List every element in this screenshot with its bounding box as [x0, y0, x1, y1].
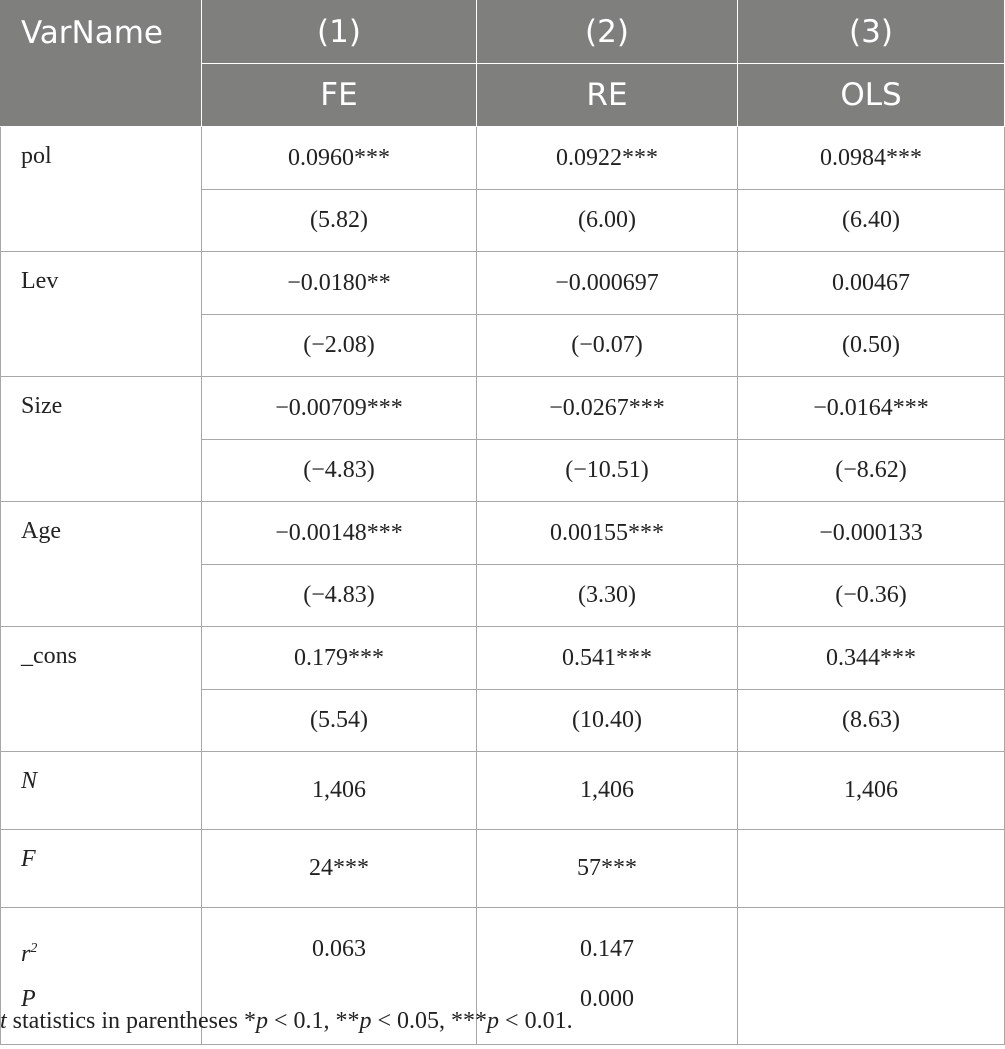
- table-row: [1, 252, 1005, 315]
- table-row: [1, 377, 1005, 440]
- row-label-pol: pol: [1, 127, 202, 252]
- coef-cell: −0.0180**: [202, 252, 477, 315]
- stat-cell: 1,406: [477, 752, 738, 830]
- tstat-cell: (−4.83): [202, 565, 477, 627]
- table-row-n: [1, 752, 1005, 830]
- coef-cell: −0.00709***: [202, 377, 477, 440]
- table-row: [1, 627, 1005, 690]
- table-row: [1, 127, 1005, 190]
- r2-value: 0.147: [580, 936, 634, 962]
- coef-cell: 0.344***: [738, 627, 1005, 690]
- r2-value: [738, 924, 1004, 974]
- row-label-n: N: [1, 752, 202, 830]
- tstat-cell: (8.63): [738, 690, 1005, 752]
- p-value: [738, 974, 1004, 1024]
- coef-cell: 0.0984***: [738, 127, 1005, 190]
- table-footnote: t statistics in parentheses *p < 0.1, **p < 0.05, ***p < 0.01.: [0, 1008, 573, 1034]
- table-row: [1, 502, 1005, 565]
- tstat-cell: (−10.51): [477, 440, 738, 502]
- row-label-cons: _cons: [1, 627, 202, 752]
- coef-cell: 0.179***: [202, 627, 477, 690]
- coef-cell: 0.541***: [477, 627, 738, 690]
- stat-cell: 1,406: [202, 752, 477, 830]
- tstat-cell: (−0.36): [738, 565, 1005, 627]
- row-label-age: Age: [1, 502, 202, 627]
- coef-cell: −0.000133: [738, 502, 1005, 565]
- tstat-cell: (−2.08): [202, 315, 477, 377]
- tstat-cell: (5.82): [202, 190, 477, 252]
- tstat-cell: (−0.07): [477, 315, 738, 377]
- header-col3-num: (3): [738, 1, 1005, 64]
- coef-cell: 0.0922***: [477, 127, 738, 190]
- stat-cell: 57***: [477, 830, 738, 908]
- tstat-cell: (0.50): [738, 315, 1005, 377]
- coef-cell: 0.00467: [738, 252, 1005, 315]
- coef-cell: −0.0267***: [477, 377, 738, 440]
- stat-cell: 1,406: [738, 752, 1005, 830]
- tstat-cell: (−8.62): [738, 440, 1005, 502]
- header-col3-model: OLS: [738, 64, 1005, 127]
- tstat-cell: (5.54): [202, 690, 477, 752]
- tstat-cell: (3.30): [477, 565, 738, 627]
- coef-cell: 0.0960***: [202, 127, 477, 190]
- p-value: 0.000: [580, 986, 634, 1012]
- stat-cell: [738, 908, 1005, 1045]
- stat-cell: [738, 830, 1005, 908]
- row-label-lev: Lev: [1, 252, 202, 377]
- header-col1-num: (1): [202, 1, 477, 64]
- header-col2-num: (2): [477, 1, 738, 64]
- header-col1-model: FE: [202, 64, 477, 127]
- tstat-cell: (6.00): [477, 190, 738, 252]
- row-label-p: P: [21, 986, 36, 1012]
- r2-value: 0.063: [312, 936, 366, 962]
- tstat-cell: (10.40): [477, 690, 738, 752]
- coef-cell: −0.000697: [477, 252, 738, 315]
- table-row-f: [1, 830, 1005, 908]
- coef-cell: −0.0164***: [738, 377, 1005, 440]
- coef-cell: 0.00155***: [477, 502, 738, 565]
- header-col2-model: RE: [477, 64, 738, 127]
- coef-cell: −0.00148***: [202, 502, 477, 565]
- row-label-f: F: [1, 830, 202, 908]
- stat-cell: 24***: [202, 830, 477, 908]
- tstat-cell: (−4.83): [202, 440, 477, 502]
- header-varname: VarName: [1, 1, 202, 127]
- tstat-cell: (6.40): [738, 190, 1005, 252]
- row-label-r2: $r^2$: [21, 941, 38, 967]
- row-label-size: Size: [1, 377, 202, 502]
